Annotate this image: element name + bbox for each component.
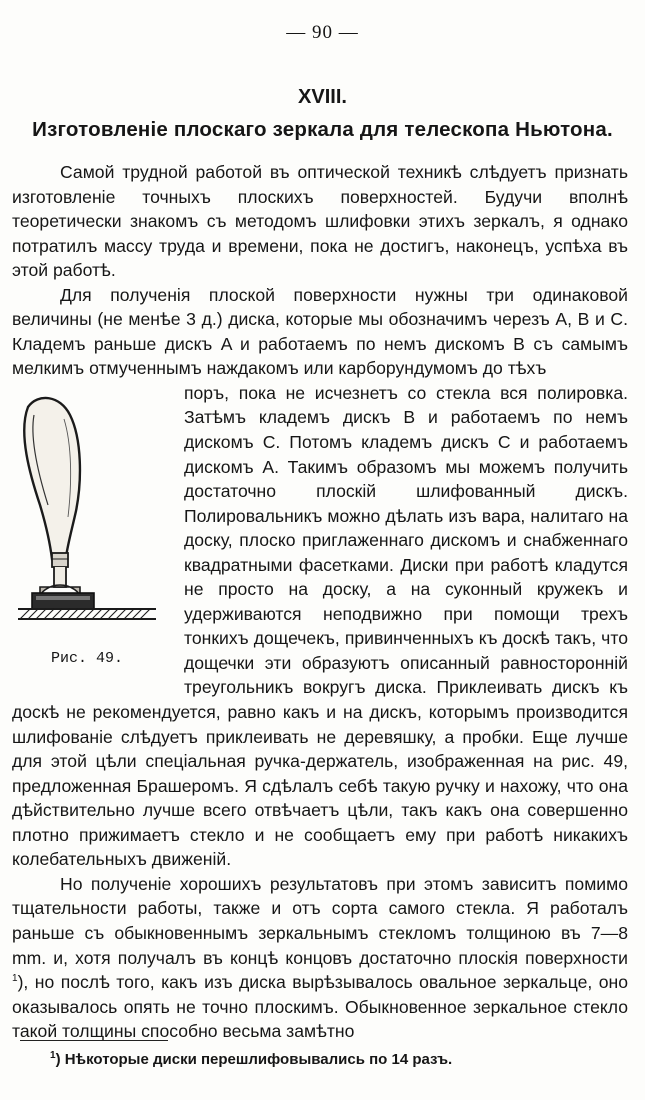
figure-49 [12, 381, 180, 682]
footnote-marker: 1 [50, 1050, 56, 1061]
body-text [12, 160, 628, 1044]
paragraph-3-part-b: ), но послѣ того, какъ изъ диска вырѣзывалось овальное зеркальце, оно оказывалось опять не точно плоскимъ. Обыкновенное зеркальное стекло такой толщины способно весьма замѣтно [12, 972, 628, 1042]
footnote-text: ) Нѣкоторые диски перешлифовывались по 14 разъ. [55, 1051, 453, 1068]
paragraph-3 [12, 872, 628, 1044]
grinding-handle-illustration [12, 393, 162, 631]
chapter-number: XVIII. [298, 86, 347, 108]
footnote-rule [20, 1040, 168, 1041]
paragraph-2: Для полученія плоской поверхности нужны три одинаковой величины (не менѣе 3 д.) диска, которые мы обозначимъ черезъ A, B и C. Кладемъ раньше дискъ A и работаемъ по немъ дискомъ B съ самымъ мелкимъ отмученнымъ наждакомъ или карборундумомъ до тѣхъ [12, 284, 628, 379]
chapter-title: Изготовленіе плоскаго зеркала для телескопа Ньютона. [32, 118, 613, 141]
footnote [50, 1051, 610, 1068]
paragraph-1: Самой трудной работой въ оптической техникѣ слѣдуетъ признать изготовленіе точныхъ плоскихъ поверхностей. Будучи вполнѣ теоретически знакомъ съ методомъ шлифовки этихъ зеркалъ, я однако потратилъ массу труда и времени, пока не достигъ, наконецъ, успѣха въ этой работѣ. [12, 162, 628, 281]
paragraph-2-continued: поръ, пока не исчезнетъ со стекла вся полировка. Затѣмъ кладемъ дискъ B и работаемъ по немъ дискомъ C. Потомъ кладемъ дискъ C и работаемъ дискомъ A. Такимъ образомъ мы можемъ получить достаточно плоскій шлифованный дискъ. Полировальникъ можно дѣлать изъ вара, налитаго на доску, плоско приглаженнаго дискомъ и снабженнаго квадратными фасетками. Диски при работѣ кладутся не просто на доску, а на суконный кружекъ и удерживаются неподвижно при помощи трехъ тонкихъ дощечекъ, привинченныхъ къ доскѣ такъ, что дощечки эти образуютъ описанный равносторонній треугольникъ вокругъ диска. Приклеивать дискъ къ доскѣ не рекомендуется, равно какъ и на дискъ, которымъ производится шлифованіе слѣдуетъ приклеивать не деревяшку, а пробки. Еще лучше для этой цѣли спеціальная ручка-держатель, изображенная на рис. 49, предложенная Брашеромъ. Я сдѣлалъ себѣ такую ручку и нахожу, что она дѣйствительно лучше всего отвѣчаетъ цѣли, такъ какъ она совершенно плотно прижимаетъ стекло и не сообщаетъ ему при работѣ никакихъ колебательныхъ движеній. [12, 382, 628, 870]
figure-caption: Рис. 49. [50, 649, 123, 667]
footnote-reference: 1 [12, 973, 18, 985]
paragraph-3-part-a: Но полученіе хорошихъ результатовъ при этомъ зависитъ помимо тщательности работы, также и отъ сорта самого стекла. Я работалъ раньше съ обыкновеннымъ зеркальнымъ стекломъ толщиною въ 7—8 mm. и, хотя получалъ въ концѣ концовъ достаточно плоскія поверхности [12, 873, 628, 968]
page-number: — 90 — [286, 22, 359, 43]
